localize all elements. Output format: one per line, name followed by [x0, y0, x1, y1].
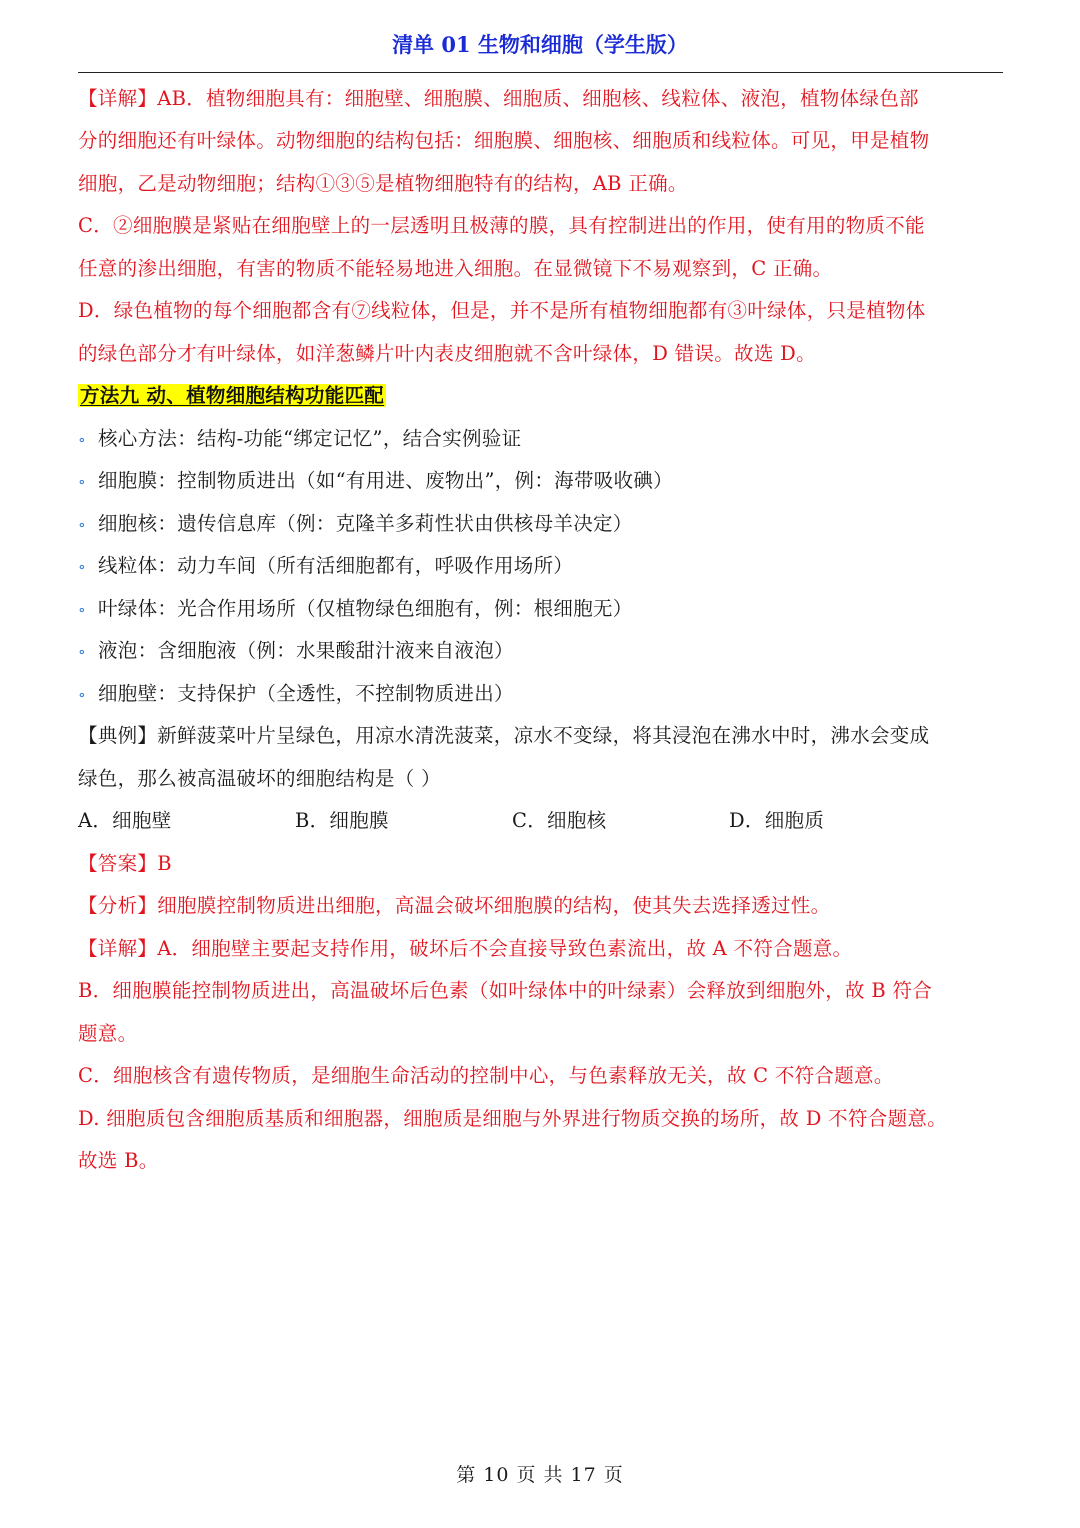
option-b: B．细胞膜 [295, 809, 389, 832]
bullet-text: 叶绿体：光合作用场所（仅植物绿色细胞有，例：根细胞无） [98, 597, 633, 620]
detail-line: 【详解】AB．植物细胞具有：细胞壁、细胞膜、细胞质、细胞核、线粒体、液泡，植物体绿色部 [78, 87, 919, 110]
bullet-text: 细胞膜：控制物质进出（如“有用进、废物出”，例：海带吸收碘） [98, 469, 673, 492]
detail-line: 任意的渗出细胞，有害的物质不能轻易地进入细胞。在显微镜下不易观察到，C 正确。 [78, 257, 833, 280]
page-header-title: 清单 01 生物和细胞（学生版） [392, 32, 688, 57]
method-bullet-item [78, 467, 1013, 496]
header-rule [78, 72, 1003, 73]
method-heading: 方法九 动、植物细胞结构功能匹配 [80, 384, 385, 407]
bullet-icon: ∘ [78, 472, 87, 491]
answer-line: 【答案】B [78, 852, 172, 875]
option-a: A．细胞壁 [78, 809, 172, 832]
answer-detail-line: 【详解】A．细胞壁主要起支持作用，破坏后不会直接导致色素流出，故 A 不符合题意。 [78, 937, 853, 960]
bullet-text: 细胞核：遗传信息库（例：克隆羊多莉性状由供核母羊决定） [98, 512, 633, 535]
detail-line: 的绿色部分才有叶绿体，如洋葱鳞片叶内表皮细胞就不含叶绿体，D 错误。故选 D。 [78, 342, 816, 365]
bullet-icon: ∘ [78, 642, 87, 661]
bullet-icon: ∘ [78, 557, 87, 576]
bullet-text: 核心方法：结构-功能“绑定记忆”，结合实例验证 [98, 427, 522, 450]
bullet-text: 细胞壁：支持保护（全透性，不控制物质进出） [98, 682, 514, 705]
answer-detail-line: 题意。 [78, 1022, 138, 1045]
method-bullet-item [78, 680, 1013, 709]
bullet-icon: ∘ [78, 430, 87, 449]
example-question-line: 绿色，那么被高温破坏的细胞结构是（ ） [78, 767, 441, 790]
bullet-text: 液泡：含细胞液（例：水果酸甜汁液来自液泡） [98, 639, 514, 662]
detail-line: C．②细胞膜是紧贴在细胞壁上的一层透明且极薄的膜，具有控制进出的作用，使有用的物质不能 [78, 214, 925, 237]
method-heading-row [78, 382, 1013, 410]
answer-detail-line: 故选 B。 [78, 1149, 159, 1172]
bullet-icon: ∘ [78, 600, 87, 619]
method-bullet-item [78, 425, 1013, 454]
detail-line: D．绿色植物的每个细胞都含有⑦线粒体，但是，并不是所有植物细胞都有③叶绿体，只是植物体 [78, 299, 926, 322]
answer-detail-line: C．细胞核含有遗传物质，是细胞生命活动的控制中心，与色素释放无关，故 C 不符合题意。 [78, 1064, 894, 1087]
method-bullet-item [78, 552, 1013, 581]
example-question-line: 【典例】新鲜菠菜叶片呈绿色，用凉水清洗菠菜，凉水不变绿，将其浸泡在沸水中时，沸水会变成 [78, 724, 930, 747]
bullet-text: 线粒体：动力车间（所有活细胞都有，呼吸作用场所） [98, 554, 574, 577]
method-bullet-item [78, 595, 1013, 624]
bullet-icon: ∘ [78, 515, 87, 534]
bullet-icon: ∘ [78, 685, 87, 704]
option-d: D．细胞质 [729, 809, 825, 832]
detail-line: 细胞，乙是动物细胞；结构①③⑤是植物细胞特有的结构，AB 正确。 [78, 172, 688, 195]
answer-detail-line: B．细胞膜能控制物质进出，高温破坏后色素（如叶绿体中的叶绿素）会释放到细胞外，故 B 符合 [78, 979, 933, 1002]
answer-detail-line: D. 细胞质包含细胞质基质和细胞器，细胞质是细胞与外界进行物质交换的场所，故 D 不符合题意。 [78, 1107, 947, 1130]
detail-line: 分的细胞还有叶绿体。动物细胞的结构包括：细胞膜、细胞核、细胞质和线粒体。可见，甲是植物 [78, 129, 930, 152]
method-bullet-item [78, 637, 1013, 666]
page-number: 第 10 页 共 17 页 [456, 1464, 624, 1486]
analysis-line: 【分析】细胞膜控制物质进出细胞，高温会破坏细胞膜的结构，使其失去选择透过性。 [78, 894, 831, 917]
example-options [78, 807, 1013, 835]
method-bullet-item [78, 510, 1013, 539]
option-c: C．细胞核 [512, 809, 607, 832]
